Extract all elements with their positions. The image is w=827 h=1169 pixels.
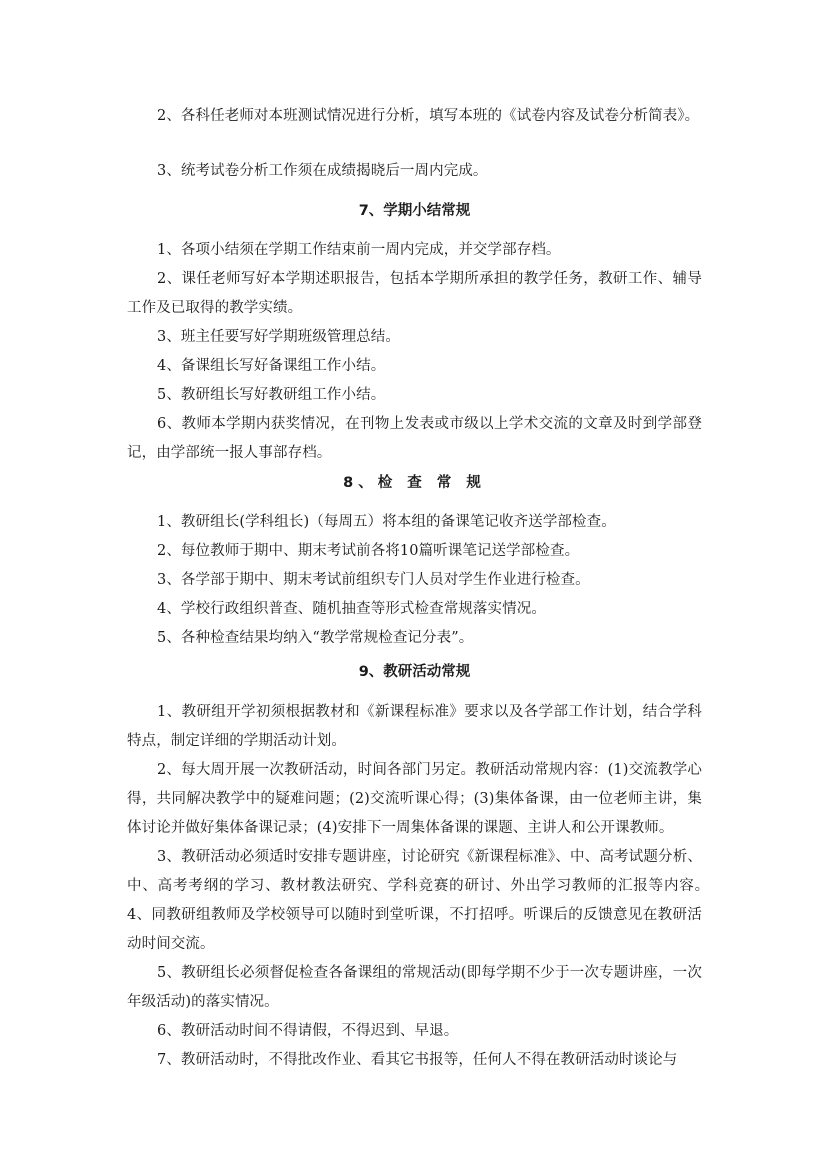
- section-9-item-1: 1、教研组开学初须根据教材和《新课程标准》要求以及各学部工作计划，结合学科特点，制定详细的学期活动计划。: [127, 704, 702, 749]
- section-7-item-5: 5、教研组长写好教研组工作小结。: [157, 387, 386, 403]
- section-7-item-3: 3、班主任要写好学期班级管理总结。: [157, 329, 400, 345]
- section-7-item-2: 2、课任老师写好本学期述职报告，包括本学期所承担的教学任务，教研工作、辅导工作及已取得的教学实绩。: [127, 271, 702, 316]
- section-8-item-1: 1、教研组长(学科组长)（每周五）将本组的备课笔记收齐送学部检查。: [157, 514, 616, 530]
- intro-item-2: 2、各科任老师对本班测试情况进行分析，填写本班的《试卷内容及试卷分析简表》。: [157, 108, 700, 124]
- section-8-item-4: 4、学校行政组织普查、随机抽查等形式检查常规落实情况。: [157, 601, 546, 617]
- section-9-item-2: 2、每大周开展一次教研活动，时间各部门另定。教研活动常规内容：(1)交流教学心得，共同解决教学中的疑难问题；(2)交流听课心得；(3)集体备课，由一位老师主讲，集体讨论并做好集体备课记录；(4)安排下一周集体备课的课题、主讲人和公开课教师。: [127, 762, 702, 836]
- section-9-title: 9、教研活动常规: [358, 664, 471, 680]
- section-7-item-4: 4、备课组长写好备课组工作小结。: [157, 358, 386, 374]
- section-8-item-5: 5、各种检查结果均纳入“教学常规检查记分表”。: [157, 630, 474, 646]
- section-7-item-1: 1、各项小结须在学期工作结束前一周内完成，并交学部存档。: [157, 242, 561, 258]
- section-8-title: 8、检 查 常 规: [343, 475, 486, 491]
- section-9-item-6: 6、教研活动时间不得请假，不得迟到、早退。: [157, 1023, 459, 1039]
- section-9-item-7: 7、教研活动时，不得批改作业、看其它书报等，任何人不得在教研活动时谈论与: [157, 1052, 678, 1068]
- section-8-item-2: 2、每位教师于期中、期末考试前各将10篇听课笔记送学部检查。: [157, 543, 580, 559]
- section-8-item-3: 3、各学部于期中、期末考试前组织专门人员对学生作业进行检查。: [157, 572, 590, 588]
- section-7-item-6: 6、教师本学期内获奖情况，在刊物上发表或市级以上学术交流的文章及时到学部登记，由学部统一报人事部存档。: [127, 416, 702, 461]
- intro-item-3: 3、统考试卷分析工作须在成绩揭晓后一周内完成。: [157, 163, 488, 179]
- section-9-item-3: 3、教研活动必须适时安排专题讲座，讨论研究《新课程标准》、中、高考试题分析、中、高考考纲的学习、教材教法研究、学科竞赛的研讨、外出学习教师的汇报等内容。 4、同教研组教师及学校领导可以随时到堂听课，不打招呼。听课后的反馈意见在教研活动时间交流。: [127, 849, 732, 952]
- section-7-title: 7、学期小结常规: [358, 203, 471, 219]
- section-9-item-5: 5、教研组长必须督促检查各备课组的常规活动(即每学期不少于一次专题讲座，一次年级活动)的落实情况。: [127, 965, 702, 1010]
